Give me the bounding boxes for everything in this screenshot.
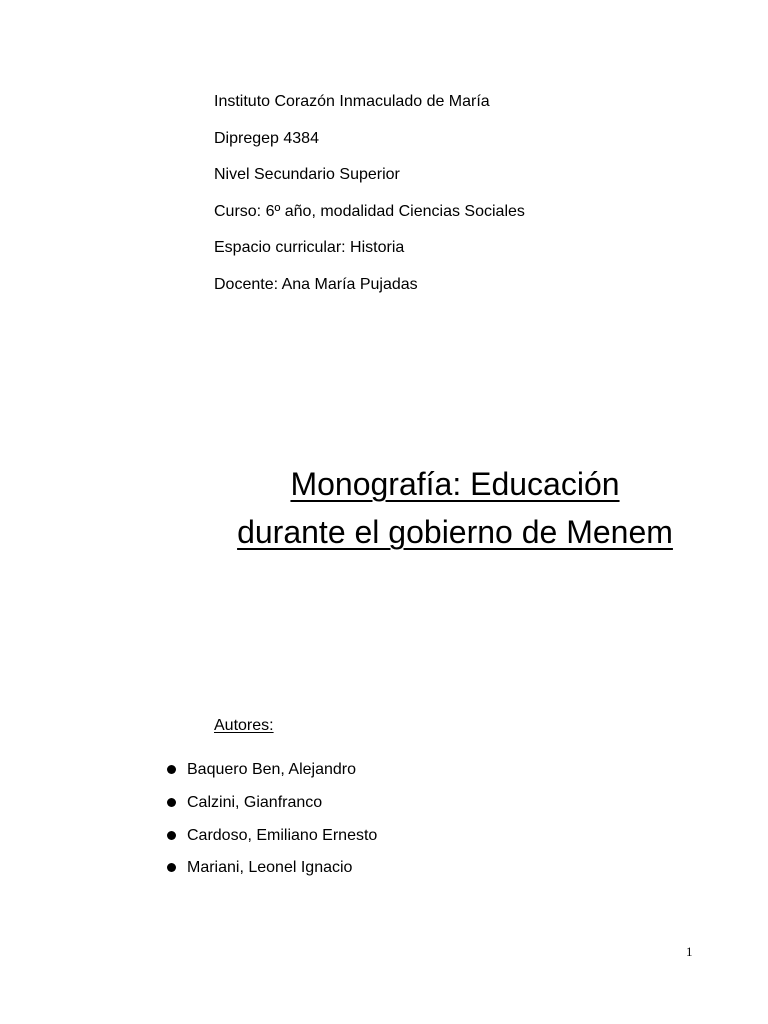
document-title-line-1: Monografía: Educación (290, 466, 620, 502)
bullet-icon (167, 798, 176, 807)
teacher-name: Docente: Ana María Pujadas (214, 275, 418, 293)
author-name: Baquero Ben, Alejandro (187, 761, 357, 778)
bullet-icon (167, 863, 176, 872)
institution-name: Instituto Corazón Inmaculado de María (214, 93, 490, 110)
document-title-line-2: durante el gobierno de Menem (237, 514, 673, 550)
bullet-icon (167, 831, 176, 840)
bullet-icon (167, 765, 176, 774)
curricular-space: Espacio curricular: Historia (214, 239, 405, 257)
author-name: Mariani, Leonel Ignacio (187, 859, 353, 877)
author-name: Cardoso, Emiliano Ernesto (187, 826, 378, 844)
document-title (160, 460, 750, 556)
education-level: Nivel Secundario Superior (214, 166, 400, 184)
institution-header (214, 92, 525, 312)
authors-heading: Autores: (214, 717, 274, 734)
course-info: Curso: 6º año, modalidad Ciencias Sociales (214, 202, 525, 220)
author-name: Calzini, Gianfranco (187, 793, 323, 811)
dipregep-number: Dipregep 4384 (214, 129, 319, 147)
page-number: 1 (686, 944, 693, 959)
